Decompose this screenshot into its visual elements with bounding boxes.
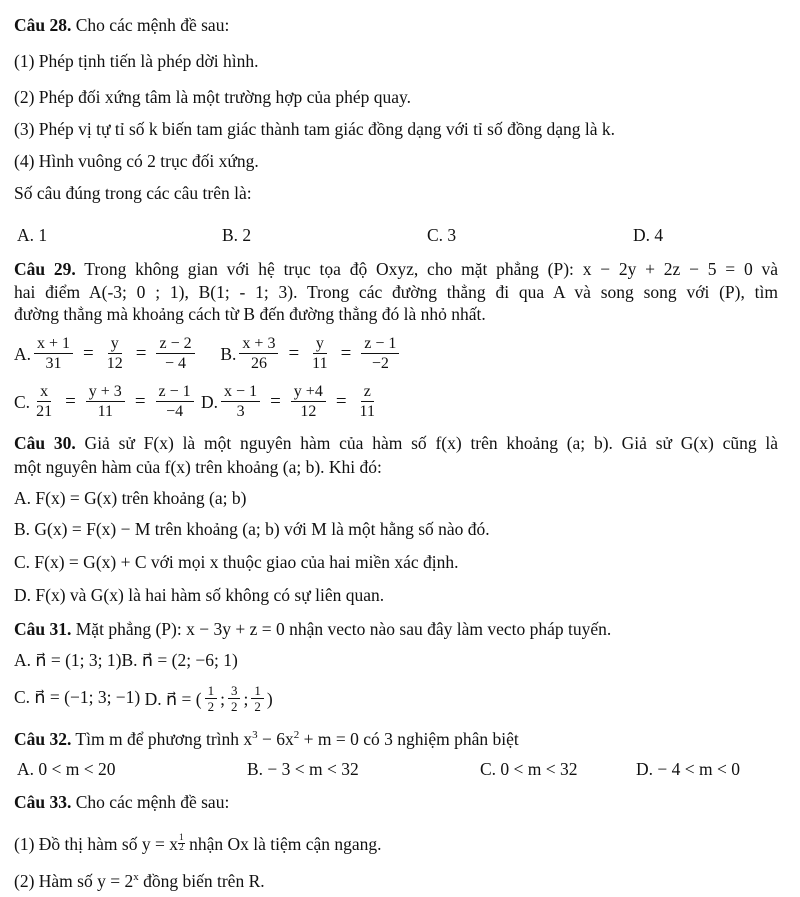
denominator: 26 [250, 355, 267, 373]
denominator: 21 [36, 403, 53, 421]
q32-stem-a: Tìm m để phương trình x [71, 728, 253, 749]
separator: ; [243, 688, 249, 709]
q33-statement-1 [14, 830, 382, 858]
denominator: − 4 [165, 355, 187, 373]
q32-exponent-2: 2 [293, 729, 300, 741]
q29-text-1: Trong không gian với hệ trục tọa độ Oxyz, cho mặt phẳng (P): x − 2y + 2z − 5 = 0 và [75, 259, 778, 279]
q29-option-a [14, 334, 198, 374]
denominator: 12 [300, 403, 317, 421]
equals-sign: = [288, 342, 300, 364]
q30-text-1: Giả sử F(x) là một nguyên hàm của hàm số f(x) trên khoảng (a; b). Giả sử G(x) cũng là [75, 433, 779, 453]
denominator: 2 [230, 699, 238, 715]
numerator: 1 [178, 833, 184, 843]
denominator: 11 [312, 355, 328, 373]
q32-option-c: C. 0 < m < 32 [480, 759, 578, 779]
q29-option-b [220, 334, 402, 374]
denominator: −2 [371, 355, 389, 373]
q29-label: Câu 29. [14, 259, 76, 279]
q28-header [14, 14, 229, 36]
q29-line-3: đường thẳng mà khoảng cách từ B đến đường thẳng đó là nhỏ nhất. [14, 304, 486, 324]
numerator: x − 1 [221, 383, 260, 402]
q28-option-c: C. 3 [427, 225, 457, 245]
fraction [228, 684, 241, 713]
equals-sign: = [335, 390, 347, 412]
denominator: 2 [207, 699, 215, 715]
q28-statement-1: (1) Phép tịnh tiến là phép dời hình. [14, 51, 259, 71]
q31-options-row-1 [14, 649, 238, 671]
numerator: x + 3 [239, 335, 278, 354]
q30-option-b: B. G(x) = F(x) − M trên khoảng (a; b) với M là một hằng số nào đó. [14, 519, 490, 539]
equals-sign: = [270, 390, 281, 412]
denominator: 31 [45, 355, 62, 373]
denominator: −4 [166, 403, 184, 421]
fraction [221, 383, 260, 420]
numerator: x + 1 [34, 335, 73, 354]
denominator: 12 [106, 355, 123, 373]
fraction [291, 383, 326, 420]
q32-option-d: D. − 4 < m < 0 [636, 759, 740, 779]
q28-statement-2: (2) Phép đối xứng tâm là một trường hợp của phép quay. [14, 87, 411, 107]
q33-s1-text-b: nhận Ox là tiệm cận ngang. [184, 834, 382, 854]
q28-statement-4: (4) Hình vuông có 2 trục đối xứng. [14, 151, 259, 171]
q31-option-d-prefix: D. n⃗ = ( [144, 688, 202, 709]
q31-option-c: C. n⃗ = (−1; 3; −1) [14, 687, 141, 707]
q31-stem: Mặt phẳng (P): x − 3y + z = 0 nhận vecto nào sau đây làm vecto pháp tuyến. [71, 619, 612, 639]
equals-sign: = [340, 342, 352, 364]
q32-stem-b: − 6x [257, 728, 294, 749]
q32-option-a: A. 0 < m < 20 [17, 759, 116, 779]
fraction [239, 335, 278, 372]
q29-option-b-label: B. [220, 343, 237, 364]
q32-label: Câu 32. [14, 728, 72, 749]
q31-option-a: A. n⃗ = (1; 3; 1) [14, 650, 122, 670]
q31-label: Câu 31. [14, 619, 72, 639]
denominator: 11 [97, 403, 113, 421]
q29-options-row-1 [14, 332, 402, 374]
separator: ; [220, 688, 225, 709]
fraction [33, 383, 55, 420]
numerator: y [108, 335, 122, 354]
q30-label: Câu 30. [14, 433, 76, 453]
q30-option-c: C. F(x) = G(x) + C với mọi x thuộc giao của hai miền xác định. [14, 552, 459, 572]
q31-option-d [145, 682, 273, 716]
q29-option-c [14, 382, 197, 422]
q32-exponent-3: 3 [252, 729, 258, 741]
q28-option-b: B. 2 [222, 225, 252, 245]
close-paren: ) [266, 688, 273, 709]
equals-sign: = [65, 390, 76, 412]
q29-options-row-2 [14, 380, 381, 422]
q28-option-a: A. 1 [17, 225, 48, 245]
numerator: z − 1 [361, 335, 399, 354]
q33-s1-text-a: (1) Đồ thị hàm số y = x [14, 834, 178, 854]
fraction [205, 684, 218, 713]
numerator: 3 [228, 684, 241, 699]
numerator: z − 1 [156, 383, 194, 402]
numerator: y [313, 335, 327, 354]
equals-sign: = [83, 342, 94, 364]
q29-option-d [201, 382, 381, 422]
numerator: y +4 [291, 383, 326, 402]
q28-stem: Cho các mệnh đề sau: [71, 15, 230, 35]
q28-option-d: D. 4 [633, 225, 664, 245]
fraction [104, 335, 126, 372]
fraction [361, 335, 399, 372]
denominator: 11 [359, 403, 375, 421]
fraction [34, 335, 73, 372]
q33-statement-2 [14, 866, 265, 892]
numerator: x [37, 383, 51, 402]
q28-question: Số câu đúng trong các câu trên là: [14, 183, 252, 203]
fraction [357, 383, 378, 420]
fraction [86, 383, 125, 420]
denominator: 2 [254, 699, 261, 715]
q33-stem: Cho các mệnh đề sau: [71, 792, 230, 812]
denominator: 2 [178, 843, 184, 853]
q30-option-d: D. F(x) và G(x) là hai hàm số không có sự liên quan. [14, 585, 385, 605]
q28-label: Câu 28. [14, 15, 72, 35]
numerator: z [361, 383, 374, 402]
q33-s2-text-b: đồng biến trên R. [138, 870, 265, 891]
fraction [156, 383, 194, 420]
q33-s2-exponent: x [133, 871, 139, 883]
equals-sign: = [134, 390, 146, 412]
numerator: y + 3 [86, 383, 125, 402]
fraction [156, 335, 194, 372]
q28-statement-3: (3) Phép vị tự tỉ số k biến tam giác thành tam giác đồng dạng với tỉ số đồng dạng là k. [14, 119, 615, 139]
q30-option-a: A. F(x) = G(x) trên khoảng (a; b) [14, 488, 247, 508]
q33-label: Câu 33. [14, 792, 72, 812]
equals-sign: = [135, 342, 147, 364]
q29-line-2: hai điểm A(-3; 0 ; 1), B(1; - 1; 3). Trong các đường thẳng đi qua A và song song với (P), tìm [14, 282, 778, 302]
q32-option-b: B. − 3 < m < 32 [247, 759, 359, 779]
q31-options-row-2 [14, 680, 273, 716]
q31-option-b: B. n⃗ = (2; −6; 1) [121, 650, 238, 670]
numerator: z − 2 [156, 335, 194, 354]
fraction [309, 335, 330, 372]
q32-stem-c: + m = 0 có 3 nghiệm phân biệt [299, 728, 519, 749]
q33-exponent-fraction [178, 834, 185, 853]
q29-option-c-label: C. [14, 391, 31, 412]
q30-line-2: một nguyên hàm của f(x) trên khoảng (a; b). Khi đó: [14, 457, 382, 477]
denominator: 3 [236, 403, 245, 421]
q33-s2-text-a: (2) Hàm số y = 2 [14, 870, 134, 891]
q29-option-a-label: A. [14, 343, 32, 364]
q29-line-1 [14, 258, 778, 280]
numerator: 1 [251, 684, 264, 699]
q33-header [14, 791, 229, 813]
q32-header [14, 724, 519, 750]
q29-option-d-label: D. [201, 391, 219, 412]
fraction [251, 684, 264, 713]
numerator: 1 [205, 684, 218, 699]
q31-header [14, 618, 611, 640]
q30-line-1 [14, 432, 778, 454]
